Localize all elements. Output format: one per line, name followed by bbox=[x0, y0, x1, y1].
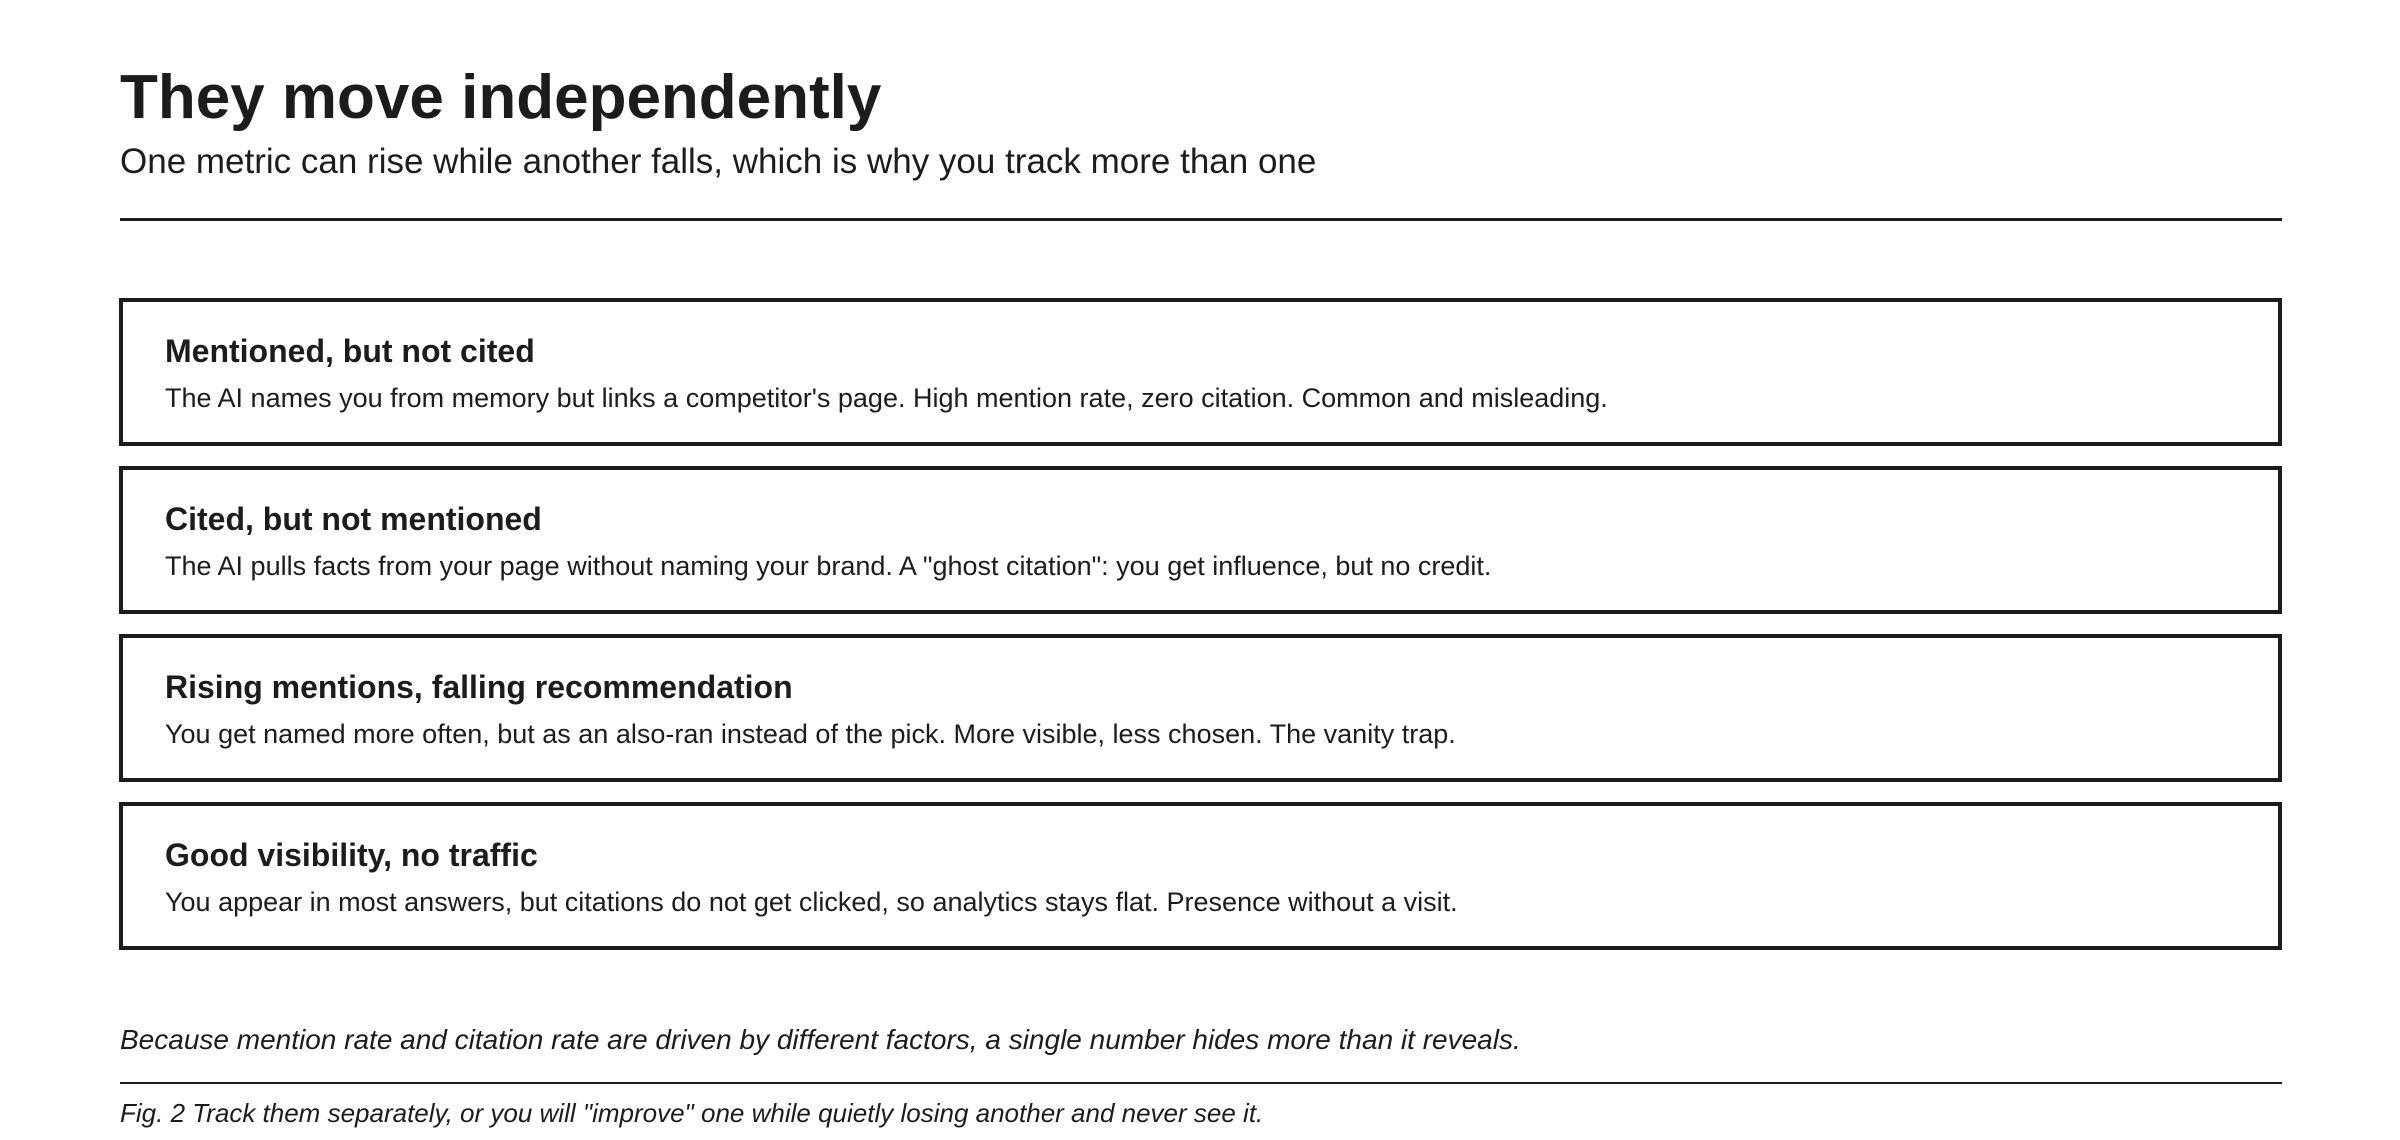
figure-caption: Fig. 2 Track them separately, or you will "improve" one while quietly losing another and never see it. bbox=[120, 1098, 1264, 1128]
scenario-card-mentioned-not-cited bbox=[119, 298, 2282, 446]
scenario-card-rising-mentions bbox=[119, 634, 2282, 782]
caption-divider bbox=[120, 1082, 2282, 1084]
scenario-card-no-traffic bbox=[119, 802, 2282, 950]
card-title: Mentioned, but not cited bbox=[165, 333, 535, 369]
summary-note: Because mention rate and citation rate are driven by different factors, a single number hides more than it reveals. bbox=[120, 1024, 1521, 1055]
page-title: They move independently bbox=[120, 63, 882, 132]
page-subtitle: One metric can rise while another falls, which is why you track more than one bbox=[120, 142, 1317, 181]
card-text: The AI pulls facts from your page without naming your brand. A "ghost citation": you get influence, but no credit. bbox=[165, 551, 1492, 581]
card-text: You get named more often, but as an also-ran instead of the pick. More visible, less chosen. The vanity trap. bbox=[165, 719, 1456, 749]
card-title: Good visibility, no traffic bbox=[165, 837, 538, 873]
scenario-card-list bbox=[119, 298, 2282, 970]
card-title: Cited, but not mentioned bbox=[165, 501, 542, 537]
scenario-card-cited-not-mentioned bbox=[119, 466, 2282, 614]
card-text: The AI names you from memory but links a competitor's page. High mention rate, zero citation. Common and misleading. bbox=[165, 383, 1608, 413]
card-text: You appear in most answers, but citations do not get clicked, so analytics stays flat. Presence without a visit. bbox=[165, 887, 1458, 917]
header-divider bbox=[120, 218, 2282, 221]
card-title: Rising mentions, falling recommendation bbox=[165, 669, 793, 705]
